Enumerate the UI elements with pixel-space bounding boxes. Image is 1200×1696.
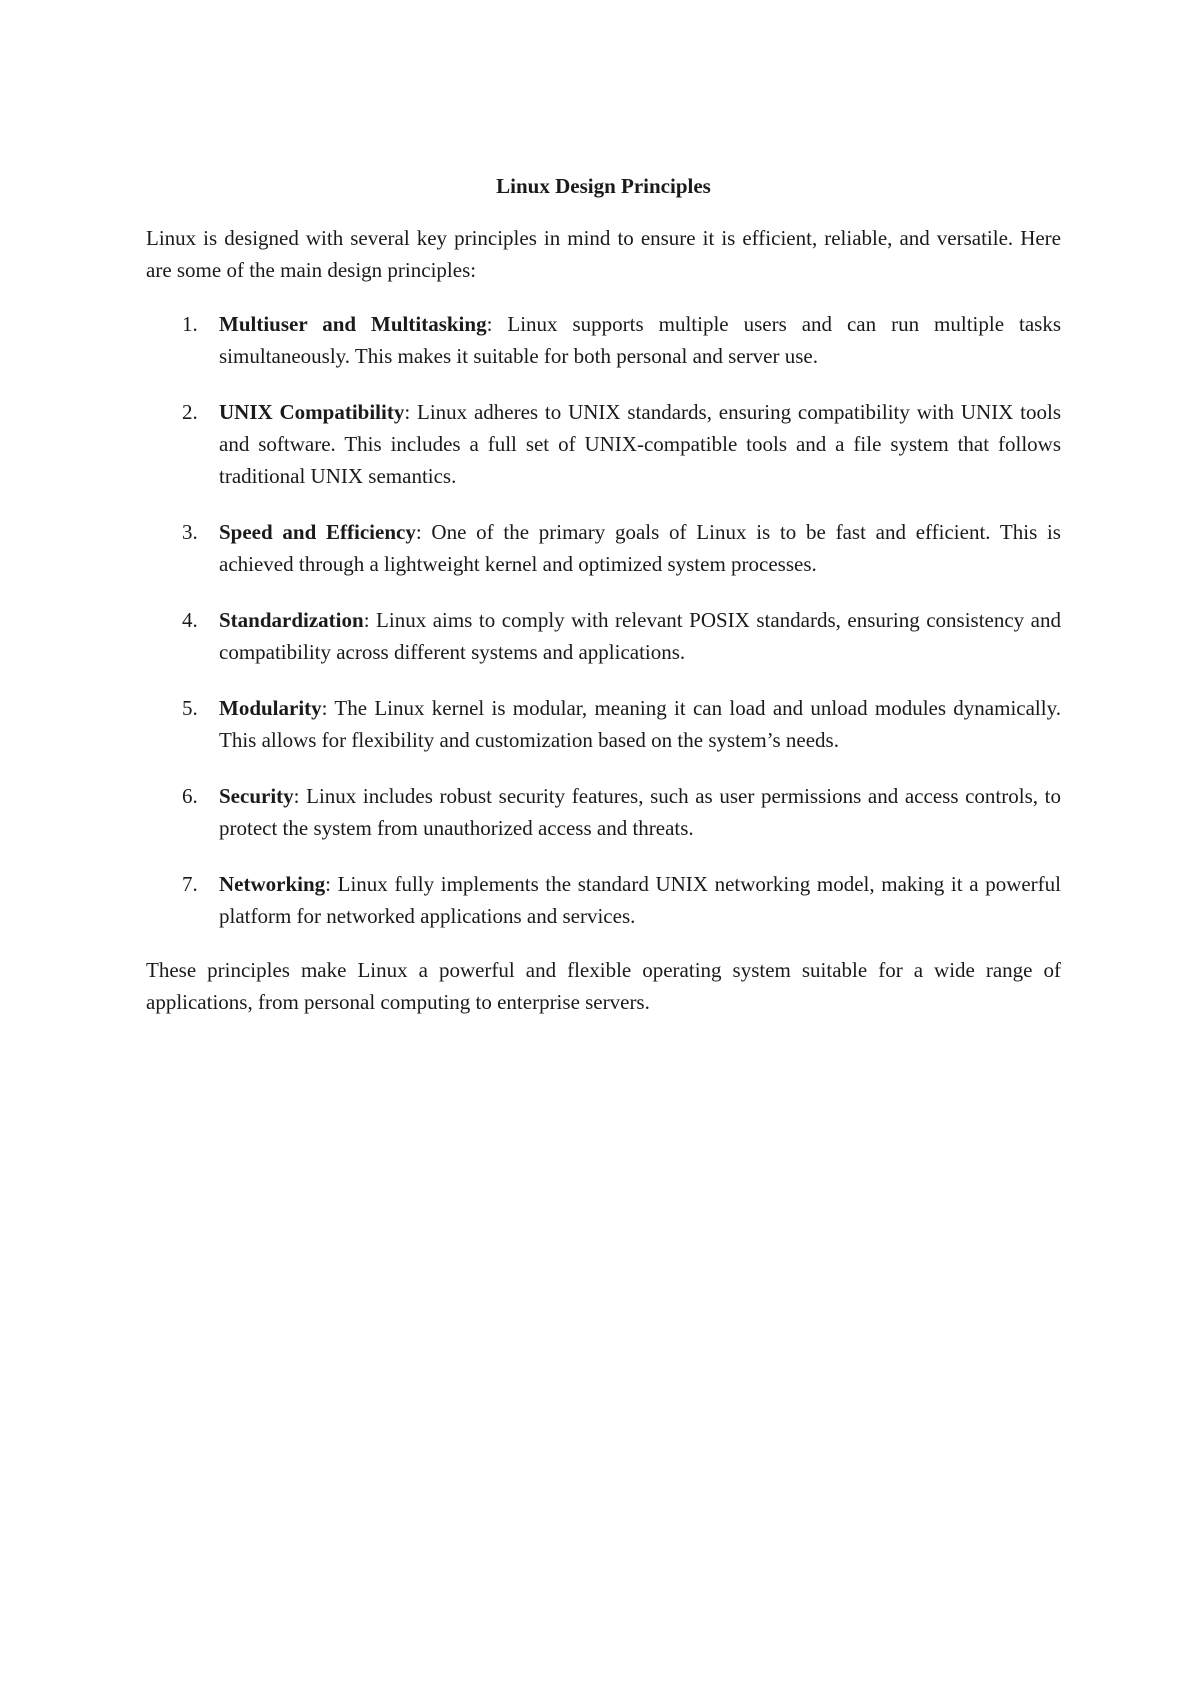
list-item bbox=[146, 868, 1061, 932]
principle-term: Networking bbox=[219, 872, 326, 896]
principle-term: Security bbox=[219, 784, 294, 808]
principle-text: : Linux includes robust security features, such as user permissions and access controls, to protect the system from unauthorized access and threats. bbox=[219, 784, 1061, 840]
list-item bbox=[146, 692, 1061, 756]
list-number: 2. bbox=[182, 400, 198, 424]
list-number: 7. bbox=[182, 872, 198, 896]
principle-text: : Linux fully implements the standard UNIX networking model, making it a powerful platform for networked applications and services. bbox=[219, 872, 1061, 928]
principle-text: : Linux supports multiple users and can run multiple tasks simultaneously. This makes it suitable for both personal and server use. bbox=[219, 312, 1061, 368]
principle-text: : Linux adheres to UNIX standards, ensuring compatibility with UNIX tools and software. This includes a full set of UNIX-compatible tools and a file system that follows traditional UNIX semantics. bbox=[219, 400, 1062, 488]
list-number: 1. bbox=[182, 312, 198, 336]
document-title: Linux Design Principles bbox=[496, 174, 711, 198]
principles-list bbox=[146, 308, 1061, 932]
intro-paragraph: Linux is designed with several key principles in mind to ensure it is efficient, reliable, and versatile. Here are some of the main design principles: bbox=[146, 226, 1061, 282]
closing-paragraph: These principles make Linux a powerful and flexible operating system suitable for a wide range of applications, from personal computing to enterprise servers. bbox=[146, 958, 1061, 1014]
list-number: 5. bbox=[182, 696, 198, 720]
principle-term: Multiuser and Multitasking bbox=[219, 312, 487, 336]
list-item bbox=[146, 780, 1061, 844]
list-number: 3. bbox=[182, 520, 198, 544]
principle-text: : Linux aims to comply with relevant POSIX standards, ensuring consistency and compatibility across different systems and applications. bbox=[219, 608, 1061, 664]
principle-term: Speed and Efficiency bbox=[219, 520, 416, 544]
list-item bbox=[146, 396, 1061, 492]
principle-term: UNIX Compatibility bbox=[219, 400, 405, 424]
list-item bbox=[146, 516, 1061, 580]
document-page bbox=[146, 170, 1061, 1018]
list-number: 4. bbox=[182, 608, 198, 632]
list-item bbox=[146, 604, 1061, 668]
list-number: 6. bbox=[182, 784, 198, 808]
principle-term: Standardization bbox=[219, 608, 364, 632]
principle-term: Modularity bbox=[219, 696, 322, 720]
principle-text: : One of the primary goals of Linux is to be fast and efficient. This is achieved through a lightweight kernel and optimized system processes. bbox=[219, 520, 1061, 576]
principle-text: : The Linux kernel is modular, meaning it can load and unload modules dynamically. This allows for flexibility and customization based on the system’s needs. bbox=[219, 696, 1061, 752]
list-item bbox=[146, 308, 1061, 372]
